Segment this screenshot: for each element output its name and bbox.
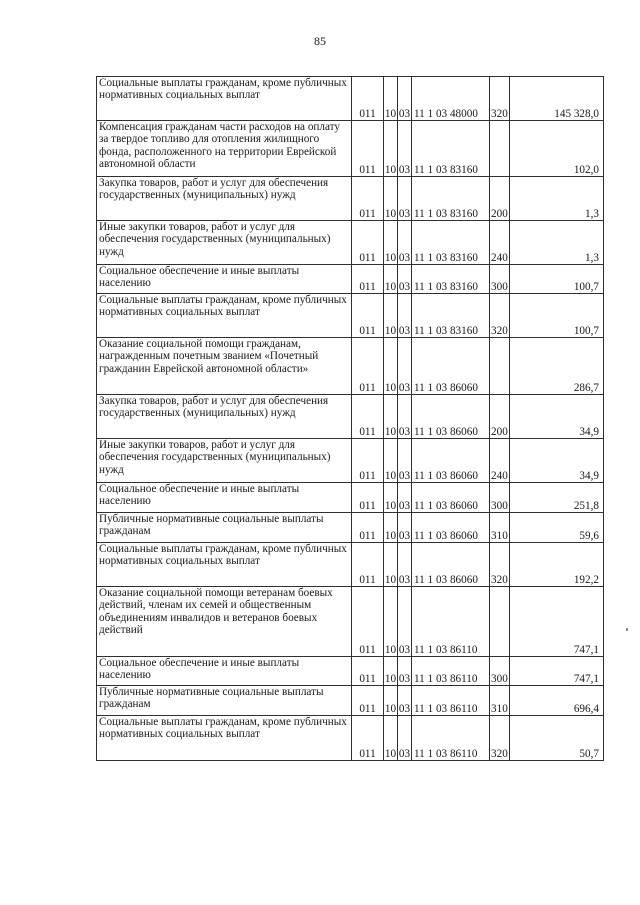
row-section-code: 10 bbox=[384, 657, 398, 686]
row-section-code: 10 bbox=[384, 439, 398, 483]
row-section-code: 10 bbox=[384, 483, 398, 513]
row-ministry-code: 011 bbox=[352, 121, 384, 177]
row-description: Социальные выплаты гражданам, кроме публичных нормативных социальных выплат bbox=[97, 77, 352, 121]
table-body bbox=[97, 77, 604, 761]
row-ministry-code: 011 bbox=[352, 587, 384, 657]
page-number: 85 bbox=[314, 34, 326, 48]
row-expense-type: 310 bbox=[490, 686, 510, 716]
row-description: Социальные выплаты гражданам, кроме публичных нормативных социальных выплат bbox=[97, 294, 352, 338]
row-target-article: 11 1 03 86060 bbox=[412, 439, 490, 483]
row-amount: 102,0 bbox=[510, 121, 604, 177]
row-section-code: 10 bbox=[384, 587, 398, 657]
row-amount: 747,1 bbox=[510, 587, 604, 657]
row-expense-type: 200 bbox=[490, 177, 510, 221]
row-expense-type bbox=[490, 338, 510, 395]
row-target-article: 11 1 03 48000 bbox=[412, 77, 490, 121]
row-target-article: 11 1 03 86060 bbox=[412, 483, 490, 513]
row-ministry-code: 011 bbox=[352, 294, 384, 338]
row-description: Социальное обеспечение и иные выплаты населению bbox=[97, 265, 352, 294]
row-target-article: 11 1 03 86110 bbox=[412, 686, 490, 716]
table-row bbox=[97, 716, 604, 761]
row-description: Социальное обеспечение и иные выплаты населению bbox=[97, 483, 352, 513]
row-section-code: 10 bbox=[384, 513, 398, 543]
row-amount: 1,3 bbox=[510, 177, 604, 221]
row-subsection-code: 03 bbox=[398, 221, 412, 265]
row-target-article: 11 1 03 83160 bbox=[412, 265, 490, 294]
row-section-code: 10 bbox=[384, 77, 398, 121]
row-description: Публичные нормативные социальные выплаты гражданам bbox=[97, 513, 352, 543]
row-description: Закупка товаров, работ и услуг для обеспечения государственных (муниципальных) нужд bbox=[97, 395, 352, 439]
table-row bbox=[97, 657, 604, 686]
row-target-article: 11 1 03 86110 bbox=[412, 716, 490, 761]
row-target-article: 11 1 03 83160 bbox=[412, 221, 490, 265]
row-section-code: 10 bbox=[384, 265, 398, 294]
row-description: Компенсация гражданам части расходов на оплату за твердое топливо для отопления жилищного фонда, расположенного на территории Еврейской автономной области bbox=[97, 121, 352, 177]
row-target-article: 11 1 03 86060 bbox=[412, 543, 490, 587]
row-description: Социальные выплаты гражданам, кроме публичных нормативных социальных выплат bbox=[97, 716, 352, 761]
row-expense-type: 320 bbox=[490, 294, 510, 338]
row-amount: 34,9 bbox=[510, 395, 604, 439]
row-description: Социальное обеспечение и иные выплаты населению bbox=[97, 657, 352, 686]
row-ministry-code: 011 bbox=[352, 686, 384, 716]
table-row bbox=[97, 395, 604, 439]
row-ministry-code: 011 bbox=[352, 395, 384, 439]
row-subsection-code: 03 bbox=[398, 121, 412, 177]
row-expense-type bbox=[490, 587, 510, 657]
row-subsection-code: 03 bbox=[398, 657, 412, 686]
row-subsection-code: 03 bbox=[398, 587, 412, 657]
row-expense-type: 300 bbox=[490, 657, 510, 686]
row-ministry-code: 011 bbox=[352, 77, 384, 121]
row-subsection-code: 03 bbox=[398, 513, 412, 543]
row-section-code: 10 bbox=[384, 121, 398, 177]
row-amount: 1,3 bbox=[510, 221, 604, 265]
row-description: Оказание социальной помощи ветеранам боевых действий, членам их семей и общественным объединениям инвалидов и ветеранов боевых действий bbox=[97, 587, 352, 657]
row-section-code: 10 bbox=[384, 221, 398, 265]
table-row bbox=[97, 221, 604, 265]
row-description: Иные закупки товаров, работ и услуг для обеспечения государственных (муниципальных) нужд bbox=[97, 439, 352, 483]
table-row bbox=[97, 177, 604, 221]
row-ministry-code: 011 bbox=[352, 657, 384, 686]
table-row bbox=[97, 513, 604, 543]
row-amount: 59,6 bbox=[510, 513, 604, 543]
table-row bbox=[97, 587, 604, 657]
row-section-code: 10 bbox=[384, 543, 398, 587]
row-amount: 34,9 bbox=[510, 439, 604, 483]
row-subsection-code: 03 bbox=[398, 716, 412, 761]
row-expense-type: 240 bbox=[490, 439, 510, 483]
table-row bbox=[97, 543, 604, 587]
row-subsection-code: 03 bbox=[398, 483, 412, 513]
row-target-article: 11 1 03 86110 bbox=[412, 587, 490, 657]
row-expense-type: 300 bbox=[490, 483, 510, 513]
row-expense-type: 240 bbox=[490, 221, 510, 265]
row-subsection-code: 03 bbox=[398, 543, 412, 587]
row-description: Публичные нормативные социальные выплаты гражданам bbox=[97, 686, 352, 716]
row-expense-type: 310 bbox=[490, 513, 510, 543]
row-subsection-code: 03 bbox=[398, 338, 412, 395]
row-section-code: 10 bbox=[384, 294, 398, 338]
row-ministry-code: 011 bbox=[352, 439, 384, 483]
row-ministry-code: 011 bbox=[352, 716, 384, 761]
row-expense-type: 200 bbox=[490, 395, 510, 439]
row-amount: 100,7 bbox=[510, 265, 604, 294]
table-row bbox=[97, 686, 604, 716]
row-target-article: 11 1 03 86060 bbox=[412, 338, 490, 395]
row-description: Закупка товаров, работ и услуг для обеспечения государственных (муниципальных) нужд bbox=[97, 177, 352, 221]
row-subsection-code: 03 bbox=[398, 395, 412, 439]
row-section-code: 10 bbox=[384, 338, 398, 395]
row-ministry-code: 011 bbox=[352, 177, 384, 221]
row-expense-type: 320 bbox=[490, 543, 510, 587]
row-subsection-code: 03 bbox=[398, 177, 412, 221]
row-section-code: 10 bbox=[384, 177, 398, 221]
budget-table bbox=[96, 76, 604, 761]
row-subsection-code: 03 bbox=[398, 265, 412, 294]
row-expense-type: 320 bbox=[490, 77, 510, 121]
row-amount: 50,7 bbox=[510, 716, 604, 761]
row-description: Иные закупки товаров, работ и услуг для обеспечения государственных (муниципальных) нужд bbox=[97, 221, 352, 265]
row-description: Социальные выплаты гражданам, кроме публичных нормативных социальных выплат bbox=[97, 543, 352, 587]
row-section-code: 10 bbox=[384, 686, 398, 716]
row-target-article: 11 1 03 86060 bbox=[412, 513, 490, 543]
row-target-article: 11 1 03 83160 bbox=[412, 177, 490, 221]
table-row bbox=[97, 483, 604, 513]
row-target-article: 11 1 03 86110 bbox=[412, 657, 490, 686]
table-row bbox=[97, 77, 604, 121]
row-ministry-code: 011 bbox=[352, 265, 384, 294]
edge-mark bbox=[626, 628, 628, 631]
row-amount: 696,4 bbox=[510, 686, 604, 716]
row-subsection-code: 03 bbox=[398, 294, 412, 338]
row-ministry-code: 011 bbox=[352, 483, 384, 513]
table-row bbox=[97, 338, 604, 395]
row-section-code: 10 bbox=[384, 716, 398, 761]
table-row bbox=[97, 121, 604, 177]
row-target-article: 11 1 03 86060 bbox=[412, 395, 490, 439]
row-amount: 286,7 bbox=[510, 338, 604, 395]
row-description: Оказание социальной помощи гражданам, награжденным почетным званием «Почетный гражданин Еврейской автономной области» bbox=[97, 338, 352, 395]
row-amount: 747,1 bbox=[510, 657, 604, 686]
row-expense-type: 320 bbox=[490, 716, 510, 761]
row-target-article: 11 1 03 83160 bbox=[412, 121, 490, 177]
row-ministry-code: 011 bbox=[352, 221, 384, 265]
row-target-article: 11 1 03 83160 bbox=[412, 294, 490, 338]
table-row bbox=[97, 294, 604, 338]
row-ministry-code: 011 bbox=[352, 513, 384, 543]
row-expense-type bbox=[490, 121, 510, 177]
row-amount: 192,2 bbox=[510, 543, 604, 587]
table-row bbox=[97, 439, 604, 483]
row-subsection-code: 03 bbox=[398, 77, 412, 121]
row-section-code: 10 bbox=[384, 395, 398, 439]
row-subsection-code: 03 bbox=[398, 686, 412, 716]
row-amount: 145 328,0 bbox=[510, 77, 604, 121]
row-subsection-code: 03 bbox=[398, 439, 412, 483]
row-amount: 251,8 bbox=[510, 483, 604, 513]
row-ministry-code: 011 bbox=[352, 338, 384, 395]
row-amount: 100,7 bbox=[510, 294, 604, 338]
row-ministry-code: 011 bbox=[352, 543, 384, 587]
table-row bbox=[97, 265, 604, 294]
row-expense-type: 300 bbox=[490, 265, 510, 294]
